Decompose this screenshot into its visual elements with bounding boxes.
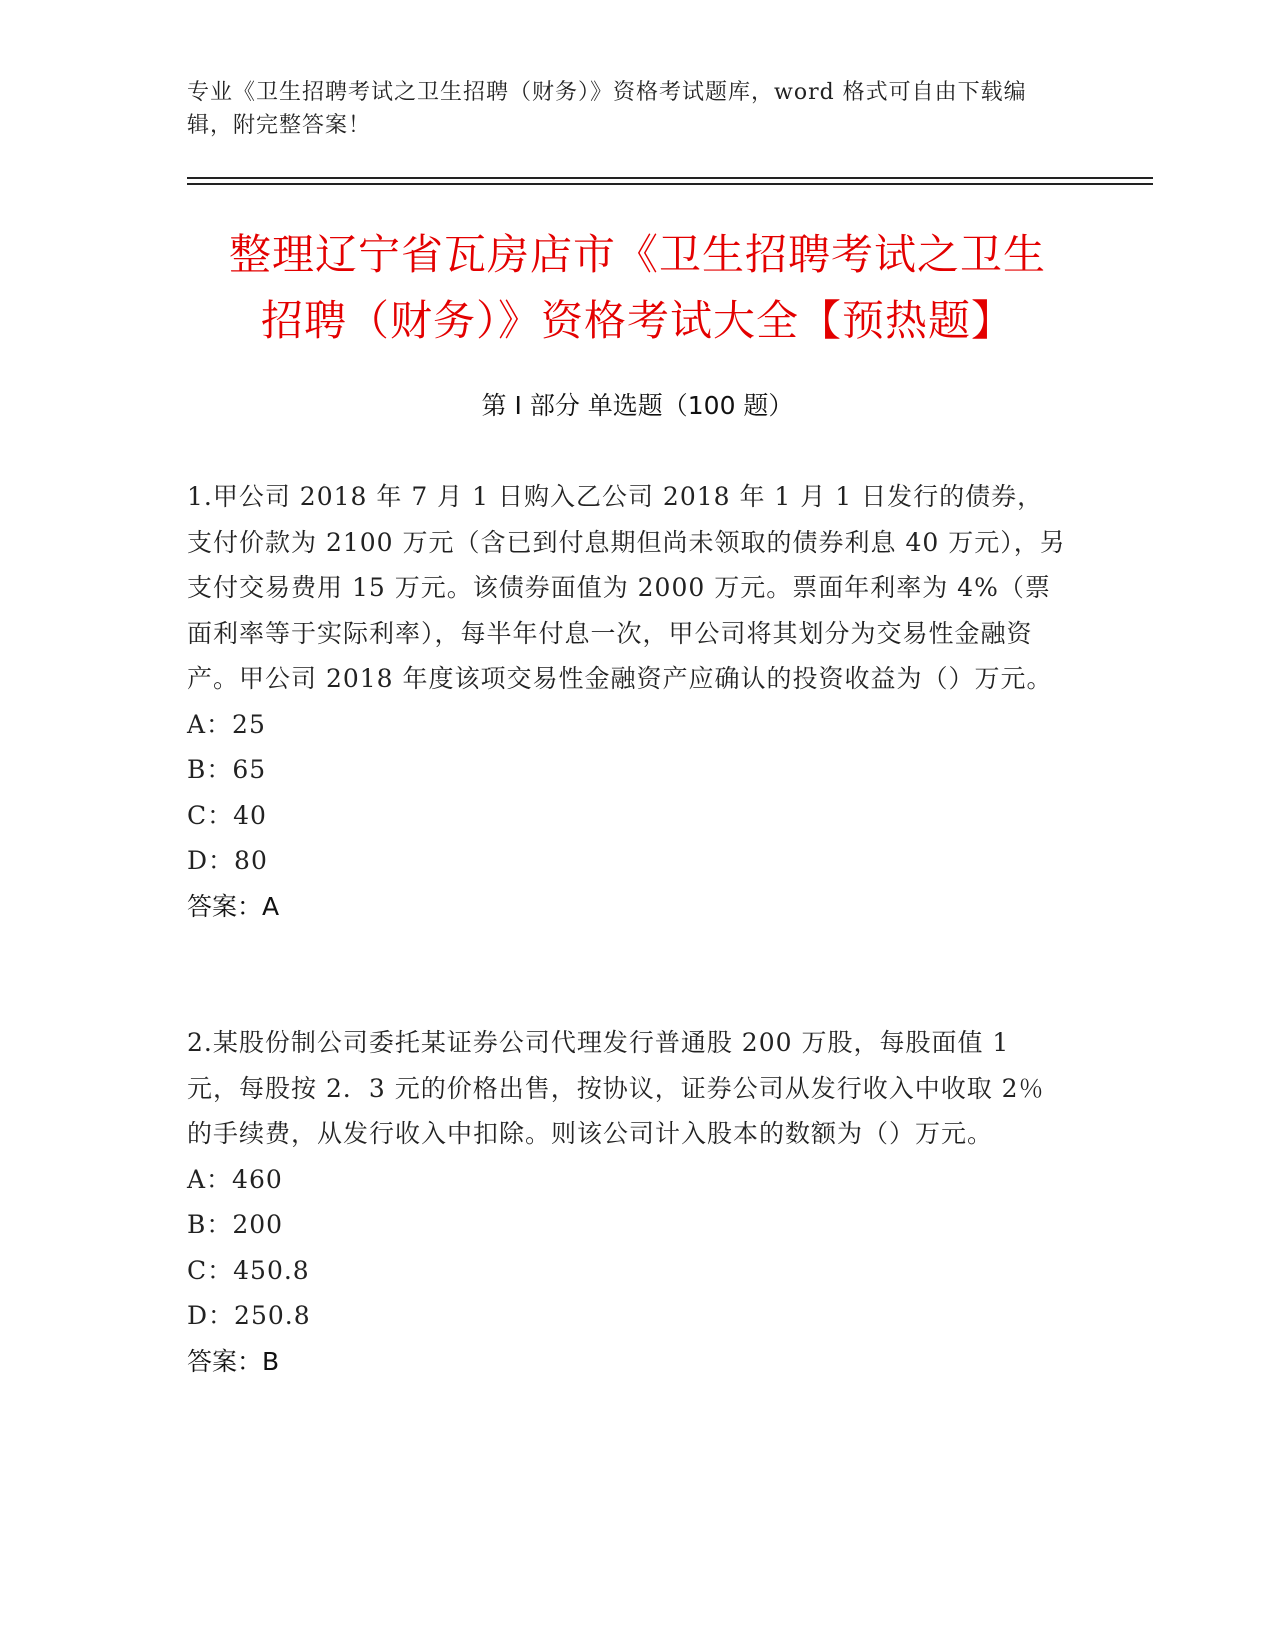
question-item [187,1020,1067,1384]
title-line-1: 整理辽宁省瓦房店市《卫生招聘考试之卫生 [228,230,1046,279]
option-b: B：200 [187,1210,284,1239]
option-list [187,702,1067,884]
option-b: B：65 [187,755,267,784]
option-a: A：460 [187,1164,283,1194]
question-item [187,474,1067,929]
option-a: A：25 [187,709,266,739]
answer-line: 答案：B [187,1346,280,1376]
header-divider [187,183,1153,185]
option-list [187,1157,1067,1339]
option-c: C：40 [187,800,267,830]
answer-line: 答案：A [187,891,280,921]
section-heading: 第 I 部分 单选题（100 题） [481,391,794,420]
header-divider [187,177,1153,179]
option-d: D：80 [187,846,268,875]
option-d: D：250.8 [187,1301,311,1330]
question-text: 1.甲公司 2018 年 7 月 1 日购入乙公司 2018 年 1 月 1 日发行的债券，支付价款为 2100 万元（含已到付息期但尚未领取的债券利息 40 万元），另支付交易费用 15 万元。该债券面值为 2000 万元。票面年利率为 4%（票面利率等于实际利率），每半年付息一次，甲公司将其划分为交易性金融资产。甲公司 2018 年度该项交易性金融资产应确认的投资收益为（）万元。 [187,482,1066,693]
document-title [150,222,1125,354]
header-note: 专业《卫生招聘考试之卫生招聘（财务）》资格考试题库，word 格式可自由下载编辑，附完整答案！ [187,80,1027,138]
option-c: C：450.8 [187,1255,310,1285]
question-text: 2.某股份制公司委托某证券公司代理发行普通股 200 万股，每股面值 1 元，每股按 2．3 元的价格出售，按协议，证券公司从发行收入中收取 2％的手续费，从发行收入中扣除。则该公司计入股本的数额为（）万元。 [187,1028,1045,1148]
title-line-2: 招聘（财务）》资格考试大全【预热题】 [260,296,1014,345]
